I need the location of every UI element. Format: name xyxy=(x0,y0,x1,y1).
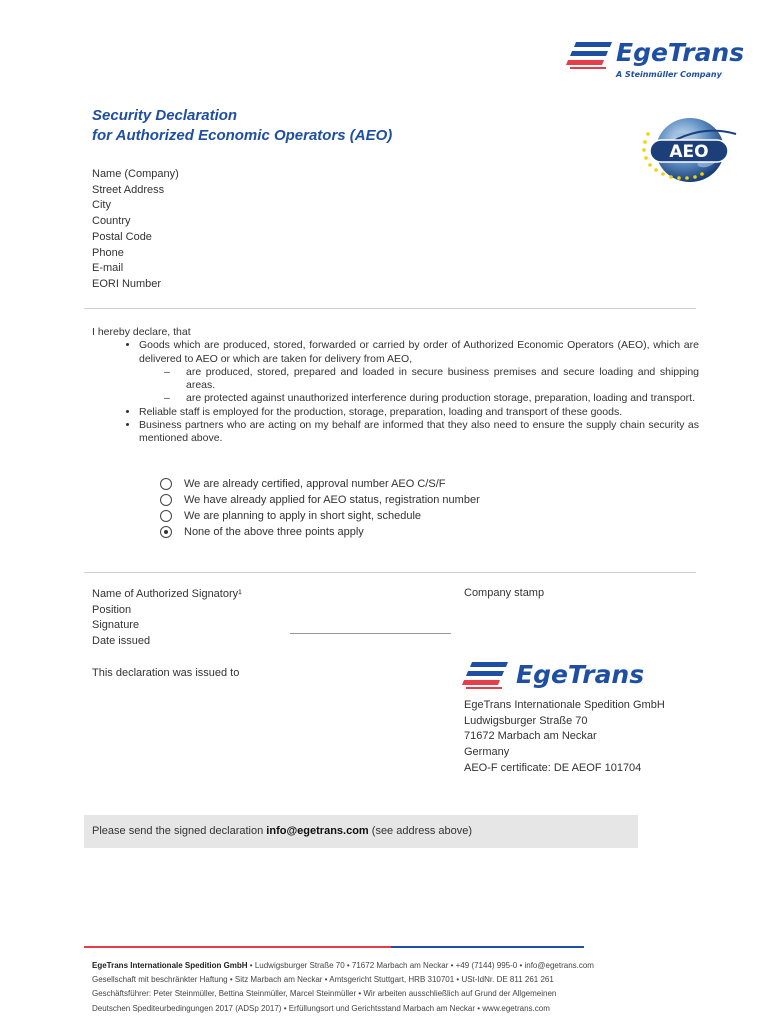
field-name-company: Name (Company) xyxy=(92,168,179,180)
egetrans-logo-mid xyxy=(462,656,652,696)
option-planning-label: We are planning to apply in short sight, schedule xyxy=(184,510,422,522)
signature-line[interactable] xyxy=(290,633,451,634)
declaration-bullet xyxy=(139,339,699,405)
signatory-fields xyxy=(92,587,242,650)
declaration-bullet-3: • Business partners who are acting on my behalf are informed that they also need to ensure the supply chain security as mentioned above. xyxy=(139,419,699,446)
signatory-position-label: Position xyxy=(92,603,132,616)
divider-1 xyxy=(84,308,696,309)
declaration-bullet-2: • Reliable staff is employed for the production, storage, preparation, loading and transport of these goods. xyxy=(139,406,699,419)
option-planning[interactable] xyxy=(160,508,480,524)
field-street-address: Street Address xyxy=(92,183,165,196)
logo-brand: EgeTrans xyxy=(616,38,745,67)
status-options xyxy=(160,476,480,540)
egetrans-logo xyxy=(566,36,756,86)
declaration-text xyxy=(92,326,699,446)
option-none-label: None of the above three points apply xyxy=(184,526,364,538)
footer-line-4: Deutschen Spediteurbedingungen 2017 (ADSp 2017) • Erfüllungsort und Gerichtsstand Marbach am Neckar • www.egetrans.com xyxy=(92,1003,550,1013)
field-phone: Phone xyxy=(92,246,124,259)
option-applied-label: We have already applied for AEO status, registration number xyxy=(184,494,480,506)
radio-applied[interactable] xyxy=(160,494,172,506)
option-none[interactable] xyxy=(160,524,480,540)
issued-to-label: This declaration was issued to xyxy=(92,667,240,679)
radio-none[interactable] xyxy=(160,526,172,538)
declaration-sub-2: – are protected against unauthorized interference during production storage, preparation, loading and transport. xyxy=(164,392,699,405)
signatory-date-label: Date issued xyxy=(92,635,151,648)
send-prefix: Please send the signed declaration xyxy=(92,825,267,837)
declaration-list xyxy=(92,339,699,445)
field-country: Country xyxy=(92,215,131,228)
footer-company: EgeTrans Internationale Spedition GmbH xyxy=(92,961,248,970)
declaration-sublist xyxy=(139,366,699,406)
send-instruction xyxy=(92,825,472,837)
aeo-badge xyxy=(636,112,740,188)
title-line-1: Security Declaration xyxy=(92,107,238,124)
address-line-1: EgeTrans Internationale Spedition GmbH xyxy=(464,699,665,711)
footer-rule-blue xyxy=(391,946,584,948)
address-line-2: Ludwigsburger Straße 70 xyxy=(464,714,588,727)
declaration-sub-1: – are produced, stored, prepared and loaded in secure business premises and secure loading and shipping areas. xyxy=(164,366,699,393)
logo-mid-brand: EgeTrans xyxy=(516,660,645,689)
option-certified-label: We are already certified, approval number AEO C/S/F xyxy=(184,478,446,490)
send-suffix: (see address above) xyxy=(368,825,473,837)
radio-certified[interactable] xyxy=(160,478,172,490)
footer-rule-red xyxy=(84,946,391,948)
option-applied[interactable] xyxy=(160,492,480,508)
divider-2 xyxy=(84,572,696,573)
logo-tagline: A Steinmüller Company xyxy=(616,70,722,79)
field-eori-number: EORI Number xyxy=(92,277,162,290)
footer-line-3: Geschäftsführer: Peter Steinmüller, Bettina Steinmüller, Marcel Steinmüller • Wir arbeiten ausschließlich auf Grund der Allgemeinen xyxy=(92,989,557,999)
signatory-signature-label: Signature xyxy=(92,619,140,632)
address-line-5: AEO-F certificate: DE AEOF 101704 xyxy=(464,761,642,774)
footer-line-1-rest: • Ludwigsburger Straße 70 • 71672 Marbach am Neckar • +49 (7144) 995-0 • info@egetrans.com xyxy=(247,961,594,970)
signatory-name-label: Name of Authorized Signatory¹ xyxy=(92,588,242,600)
option-certified[interactable] xyxy=(160,476,480,492)
address-line-3: 71672 Marbach am Neckar xyxy=(464,730,597,743)
field-email: E-mail xyxy=(92,262,124,275)
egetrans-logo-mid-icon xyxy=(462,658,510,694)
radio-planning[interactable] xyxy=(160,510,172,522)
aeo-globe-icon xyxy=(636,112,740,188)
send-email-link[interactable]: info@egetrans.com xyxy=(266,825,369,837)
declaration-bullet-1: Goods which are produced, stored, forwarded or carried by order of Authorized Economic Operators (AEO), which are delivered to AEO or which are taken for delivery from AEO, xyxy=(139,339,699,365)
footer-line-1 xyxy=(92,959,594,973)
aeo-badge-label: AEO xyxy=(669,142,709,162)
page-title xyxy=(92,106,392,146)
company-fields xyxy=(92,167,179,293)
egetrans-logo-icon xyxy=(566,38,614,74)
footer xyxy=(92,959,594,1016)
company-stamp-label: Company stamp xyxy=(464,587,545,599)
field-postal-code: Postal Code xyxy=(92,230,152,243)
address-line-4: Germany xyxy=(464,746,510,759)
declaration-intro: I hereby declare, that xyxy=(92,326,191,338)
field-city: City xyxy=(92,199,111,212)
issuer-address xyxy=(464,698,665,777)
title-line-2: for Authorized Economic Operators (AEO) xyxy=(92,127,393,144)
footer-line-2: Gesellschaft mit beschränkter Haftung • Sitz Marbach am Neckar • Amtsgericht Stuttgart, HRB 310701 • USt-IdNr. DE 811 261 261 xyxy=(92,975,554,985)
